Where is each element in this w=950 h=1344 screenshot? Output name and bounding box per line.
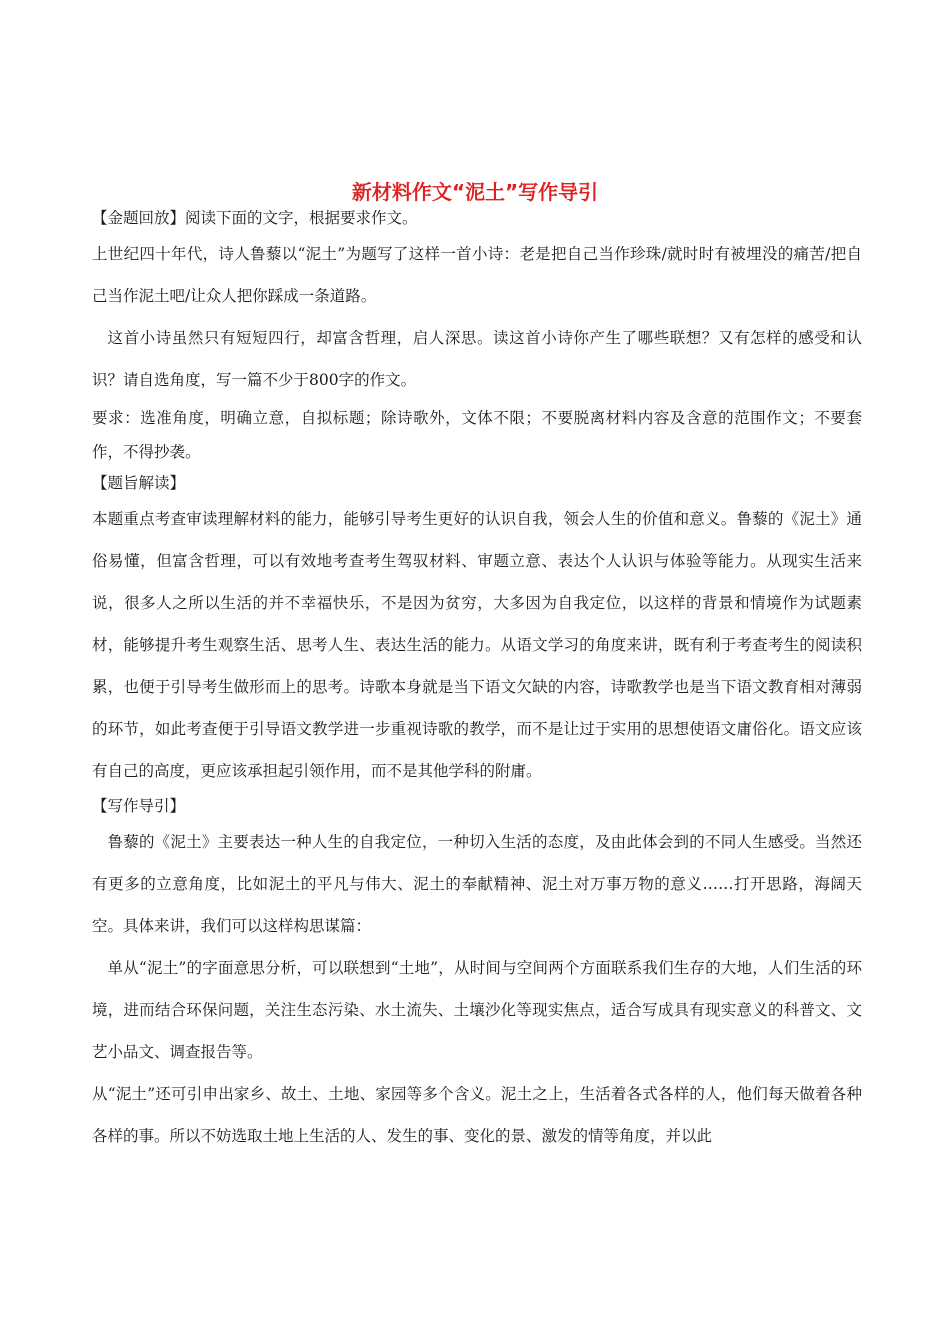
document-title: 新材料作文“泥土”写作导引 xyxy=(351,180,599,204)
document-body xyxy=(92,204,862,1157)
guide-paragraph-2: 单从“泥土”的字面意思分析，可以联想到“土地”，从时间与空间两个方面联系我们生存的大地，人们生活的环境，进而结合环保问题，关注生态污染、水土流失、土壤沙化等现实焦点，适合写成具有现实意义的科普文、文艺小品文、调查报告等。 xyxy=(92,959,862,1061)
question-paragraph: 这首小诗虽然只有短短四行，却富含哲理，启人深思。读这首小诗你产生了哪些联想？又有怎样的感受和认识？请自选角度，写一篇不少于800字的作文。 xyxy=(92,329,862,389)
material-paragraph: 上世纪四十年代，诗人鲁藜以“泥土”为题写了这样一首小诗：老是把自己当作珍珠/就时时有被埋没的痛苦/把自己当作泥土吧/让众人把你踩成一条道路。 xyxy=(92,245,862,305)
guide-paragraph-3: 从“泥土”还可引申出家乡、故土、土地、家园等多个含义。泥土之上，生活着各式各样的人，他们每天做着各种各样的事。所以不妨选取土地上生活的人、发生的事、变化的景、激发的情等角度，并以此 xyxy=(92,1085,862,1145)
prompt-line: 【金题回放】阅读下面的文字，根据要求作文。 xyxy=(92,209,418,227)
section-heading-interpretation: 【题旨解读】 xyxy=(92,474,186,492)
guide-paragraph-1: 鲁藜的《泥土》主要表达一种人生的自我定位，一种切入生活的态度，及由此体会到的不同人生感受。当然还有更多的立意角度，比如泥土的平凡与伟大、泥土的奉献精神、泥土对万事万物的意义……打开思路，海阔天空。具体来讲，我们可以这样构思谋篇： xyxy=(92,833,862,935)
interpretation-paragraph: 本题重点考查审读理解材料的能力，能够引导考生更好的认识自我，领会人生的价值和意义。鲁藜的《泥土》通俗易懂，但富含哲理，可以有效地考查考生驾驭材料、审题立意、表达个人认识与体验等能力。从现实生活来说，很多人之所以生活的并不幸福快乐，不是因为贫穷，大多因为自我定位，以这样的背景和情境作为试题素材，能够提升考生观察生活、思考人生、表达生活的能力。从语文学习的角度来讲，既有利于考查考生的阅读积累，也便于引导考生做形而上的思考。诗歌本身就是当下语文欠缺的内容，诗歌教学也是当下语文教育相对薄弱的环节，如此考查便于引导语文教学进一步重视诗歌的教学，而不是让过于实用的思想使语文庸俗化。语文应该有自己的高度，更应该承担起引领作用，而不是其他学科的附庸。 xyxy=(92,510,862,780)
requirements-paragraph: 要求：选准角度，明确立意，自拟标题；除诗歌外，文体不限；不要脱离材料内容及含意的范围作文；不要套作，不得抄袭。 xyxy=(92,409,862,461)
section-heading-guide: 【写作导引】 xyxy=(92,797,186,815)
